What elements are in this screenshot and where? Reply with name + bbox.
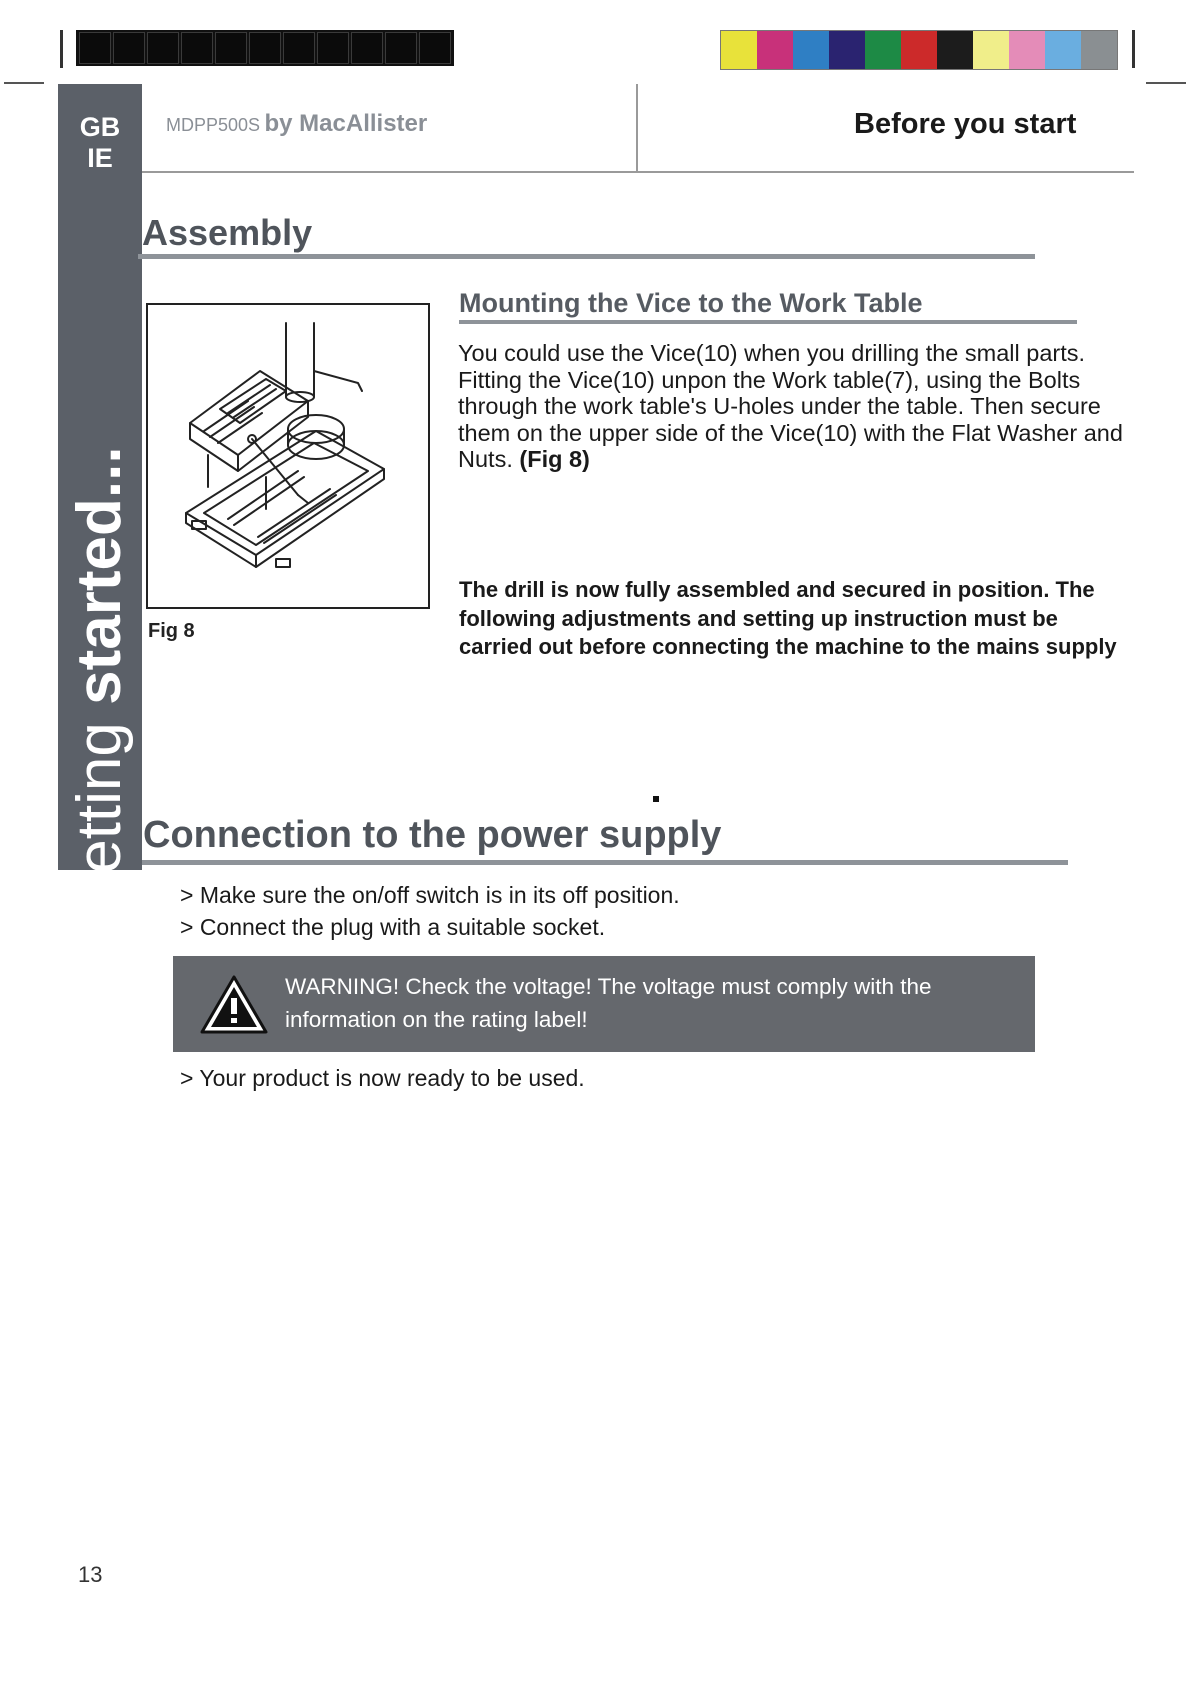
crop-mark-right: [1146, 82, 1186, 84]
header-divider: [636, 84, 638, 172]
brand-line: [166, 110, 427, 138]
figure-label: Fig 8: [148, 620, 195, 642]
power-heading-rule: [142, 860, 1068, 865]
color-swatch: [865, 31, 901, 69]
color-calibration-bar: [720, 30, 1118, 70]
assembly-heading: Assembly: [142, 212, 313, 253]
warning-triangle-icon: [199, 974, 269, 1036]
brand-name: by MacAllister: [264, 110, 428, 137]
assembly-complete-notice: The drill is now fully assembled and secured in position. The following adjustments and setting up instruction must be carried out before connecting the machine to the mains supply: [459, 577, 1117, 659]
color-swatch: [937, 31, 973, 69]
color-swatch: [757, 31, 793, 69]
header-rule-right: [636, 171, 1134, 173]
mounting-instructions: You could use the Vice(10) when you drilling the small parts. Fitting the Vice(10) unpon the Work table(7), using the Bolts through the work table's U-holes under the table. Then secure them on the upper side of the Vice(10) with the Flat Washer and Nuts. (Fig 8): [458, 340, 1123, 472]
color-swatch: [973, 31, 1009, 69]
sidebar-chapter-title: Getting started...: [65, 446, 134, 922]
model-number: MDPP500S: [166, 115, 261, 135]
sidebar: [58, 84, 142, 922]
power-heading: Connection to the power supply: [143, 814, 722, 856]
color-swatch: [829, 31, 865, 69]
language-code-gb: GB: [79, 112, 121, 142]
power-step-3: > Your product is now ready to be used.: [180, 1065, 585, 1091]
mounting-subheading-rule: [459, 320, 1077, 324]
color-swatch: [1081, 31, 1117, 69]
page-section-title: Before you start: [854, 108, 1077, 140]
header-rule-left: [142, 171, 636, 173]
crop-mark-left: [4, 82, 44, 84]
figure-8: [146, 303, 430, 609]
color-swatch: [1045, 31, 1081, 69]
warning-text: WARNING! Check the voltage! The voltage must comply with the information on the rating label!: [285, 974, 932, 1032]
color-swatch: [721, 31, 757, 69]
warning-box: [173, 956, 1035, 1052]
registration-tick-right: [1132, 30, 1135, 68]
assembly-heading-rule: [138, 254, 1035, 259]
vice-on-table-drawing: [148, 305, 428, 607]
mounting-subheading: Mounting the Vice to the Work Table: [459, 288, 923, 318]
power-step-1: > Make sure the on/off switch is in its off position.: [180, 882, 680, 908]
density-bar: [76, 30, 454, 66]
page-number: 13: [78, 1562, 103, 1587]
registration-tick-left: [60, 30, 63, 68]
power-step-2: > Connect the plug with a suitable socket.: [180, 914, 606, 940]
language-code-ie: IE: [87, 143, 113, 173]
color-swatch: [1009, 31, 1045, 69]
stray-dot: [653, 796, 659, 802]
color-swatch: [901, 31, 937, 69]
color-swatch: [793, 31, 829, 69]
